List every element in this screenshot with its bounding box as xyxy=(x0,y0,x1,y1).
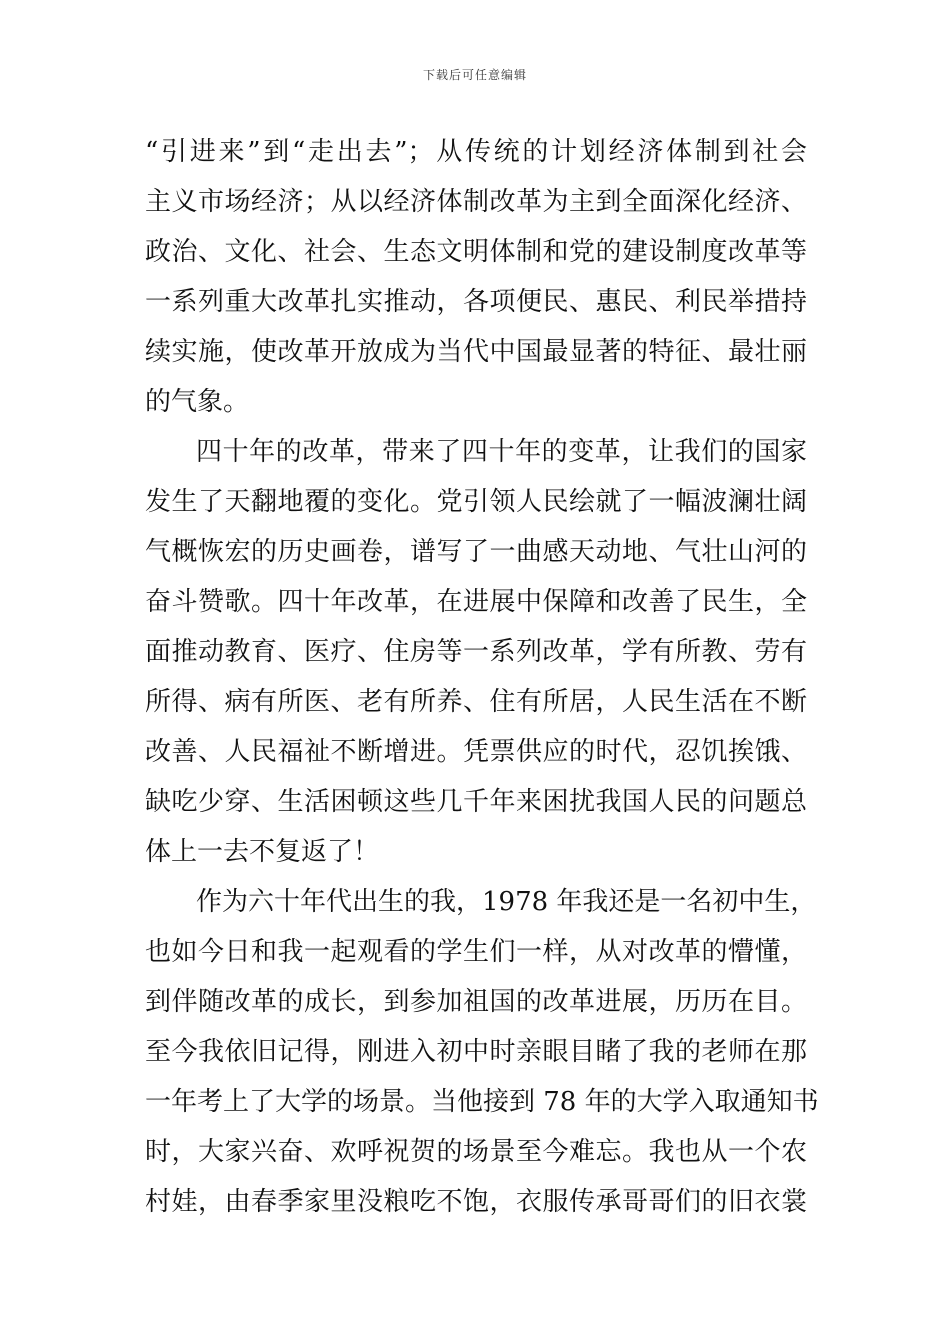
paragraph-2-line-2: 发生了天翻地覆的变化。党引领人民绘就了一幅波澜壮阔 xyxy=(145,487,807,517)
paragraph-2-line-6: 所得、病有所医、老有所养、住有所居，人民生活在不断 xyxy=(145,687,807,717)
paragraph-2-line-5: 面推动教育、医疗、住房等一系列改革，学有所教、劳有 xyxy=(145,637,807,667)
paragraph-1-line-6: 的气象。 xyxy=(145,387,250,417)
paragraph-3-line-3: 到伴随改革的成长，到参加祖国的改革进展，历历在目。 xyxy=(145,987,807,1017)
paragraph-2-line-1: 四十年的改革，带来了四十年的变革，让我们的国家 xyxy=(196,437,807,467)
paragraph-3-line-2: 也如今日和我一起观看的学生们一样，从对改革的懵懂， xyxy=(145,937,807,967)
paragraph-3-line-6: 时，大家兴奋、欢呼祝贺的场景至今难忘。我也从一个农 xyxy=(145,1137,807,1167)
page-header: 下载后可任意编辑 xyxy=(422,68,527,82)
paragraph-2-line-9: 体上一去不复返了！ xyxy=(145,837,380,867)
paragraph-1-line-4: 一系列重大改革扎实推动，各项便民、惠民、利民举措持 xyxy=(145,287,807,317)
paragraph-3-line-4: 至今我依旧记得，刚进入初中时亲眼目睹了我的老师在那 xyxy=(145,1037,807,1067)
paragraph-3-line-5: 一年考上了大学的场景。当他接到 78 年的大学入取通知书 xyxy=(145,1087,819,1117)
paragraph-1-line-1: “引进来”到“走出去”；从传统的计划经济体制到社会 xyxy=(145,137,807,167)
paragraph-2-line-3: 气概恢宏的历史画卷，谱写了一曲感天动地、气壮山河的 xyxy=(145,537,807,567)
paragraph-3-line-1: 作为六十年代出生的我，1978 年我还是一名初中生， xyxy=(196,887,817,917)
paragraph-1-line-2: 主义市场经济；从以经济体制改革为主到全面深化经济、 xyxy=(145,187,807,217)
paragraph-3-line-7: 村娃，由春季家里没粮吃不饱，衣服传承哥哥们的旧衣裳 xyxy=(145,1187,807,1217)
paragraph-1-line-5: 续实施，使改革开放成为当代中国最显著的特征、最壮丽 xyxy=(145,337,807,367)
paragraph-2-line-7: 改善、人民福祉不断增进。凭票供应的时代，忍饥挨饿、 xyxy=(145,737,807,767)
paragraph-1-line-3: 政治、文化、社会、生态文明体制和党的建设制度改革等 xyxy=(145,237,807,267)
paragraph-2-line-8: 缺吃少穿、生活困顿这些几千年来困扰我国人民的问题总 xyxy=(145,787,807,817)
paragraph-2-line-4: 奋斗赞歌。四十年改革，在进展中保障和改善了民生，全 xyxy=(145,587,807,617)
